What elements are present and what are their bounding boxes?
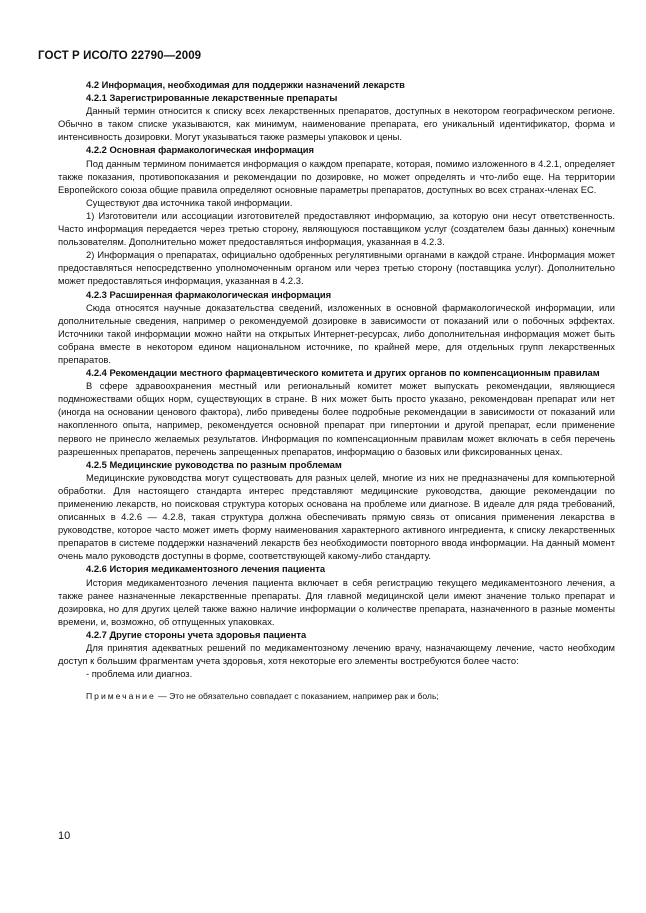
note-text: — Это не обязательно совпадает с показанием, например рак и боль; [155,691,439,702]
paragraph: Сюда относятся научные доказательства сведений, изложенных в основной фармакологической информации, или дополнительные сведения, например о рекомендуемой дозировке в зависимости от показаний или о побочных эффектах. Источники такой информации можно найти на открытых Интернет-ресурсах, либо дополнительная информация может быть собрана вместе в некотором едином национальном источнике, по крайней мере, для отдельных групп лекарственных препаратов. [58,301,615,365]
paragraph: В сфере здравоохранения местный или региональный комитет может выпускать рекомендации, являющиеся подмножествами общих норм, существующих в стране. В них может быть просто указано, рекомендован препарат или нет (иногда на основании ценового фактора), либо приведены более подробные рекомендации в зависимости от показаний или накопленного опыта, например, рекомендуется основной препарат при гипертонии и другой препарат, если применение первого не принесло желаемых результатов. Информация по компенсационным правилам может включать в себя перечень разрешенных препаратов, перечень запрещенных препаратов, информацию о базовых или фиксированных ценах. [58,380,615,457]
paragraph: Данный термин относится к списку всех лекарственных препаратов, доступных в некотором географическом регионе. Обычно в таком списке указываются, как минимум, наименование препарата, его уникальный идентификатор, форма и интенсивность дозировки. Могут указываться также размеры упаковок и цены. [58,105,615,143]
note [58,690,615,703]
page-number: 10 [58,830,71,842]
paragraph: Для принятия адекватных решений по медикаментозному лечению врачу, назначающему лечение, часто необходим доступ к большим фрагментам учета здоровья, хотя некоторые его элементы востребуются более часто: [58,642,615,667]
list-item: - проблема или диагноз. [86,668,193,680]
note-label: Примечание [86,691,156,702]
section-heading: 4.2.7 Другие стороны учета здоровья пациента [86,628,307,640]
section-heading: 4.2.1 Зарегистрированные лекарственные препараты [86,92,338,104]
paragraph: 1) Изготовители или ассоциации изготовителей предоставляют информацию, за которую они несут ответственность. Часто информация передается через третью сторону, являющуюся поставщиком услуг (создателем базы данных) конечным пользователям. Дополнительно может предоставляться информация, указанная в 4.2.3. [58,209,615,248]
page-body [58,78,615,703]
paragraph: Медицинские руководства могут существовать для разных целей, многие из них не предназначены для компьютерной обработки. Для настоящего стандарта интерес представляют медицинские руководства, дающие рекомендации по применению лекарств, но поисковая структура которых основана на проблеме или диагнозе. В идеале для ряда требований, описанных в 4.2.6 — 4.2.8, такая структура должна обеспечивать прямую связь от описания применения лекарства в руководстве, которое часто может иметь форму наименования характерного активного ингредиента, к списку лекарственных препаратов в системе поддержки назначений лекарств без необходимости повторного ввода информации. На данный момент очень мало руководств доступны в форме, соответствующей какому-либо стандарту. [58,471,615,562]
page-header: ГОСТ Р ИСО/ТО 22790—2009 [38,50,202,62]
section-heading: 4.2.2 Основная фармакологическая информация [86,144,314,156]
section-heading: 4.2.4 Рекомендации местного фармацевтического комитета и других органов по компенсационным правилам [86,367,600,379]
paragraph: 2) Информация о препаратах, официально одобренных регулятивными органами в каждой стране. Информация может предоставляться непосредственно уполномоченным органом или через третью сторону (поставщика услуг). Дополнительно может предоставляться информация, указанная в 4.2.3. [58,249,615,287]
section-heading: 4.2 Информация, необходимая для поддержки назначений лекарств [86,79,405,90]
section-heading: 4.2.3 Расширенная фармакологическая информация [86,288,332,300]
paragraph: История медикаментозного лечения пациента включает в себя регистрацию текущего медикаментозного лечения, а также ранее назначенные лекарственные препараты. Для главной медицинской цели имеют значение только препарат и дозировка, но для других целей также важно наличие информации о количестве препарата, назначенного в разные моменты времени, и, возможно, об отпущенных упаковках. [58,576,615,627]
section-heading: 4.2.5 Медицинские руководства по разным проблемам [86,458,342,470]
section-heading: 4.2.6 История медикаментозного лечения пациента [86,563,326,575]
paragraph: Существуют два источника такой информации. [86,196,293,208]
paragraph: Под данным термином понимается информация о каждом препарате, которая, помимо изложенного в 4.2.1, определяет также показания, противопоказания и рекомендации по дозировке, но может определять и что-либо еще. На территории Европейского союза общие правила определяют основные параметры препаратов, доступных во всех странах-членах ЕС. [58,157,615,195]
